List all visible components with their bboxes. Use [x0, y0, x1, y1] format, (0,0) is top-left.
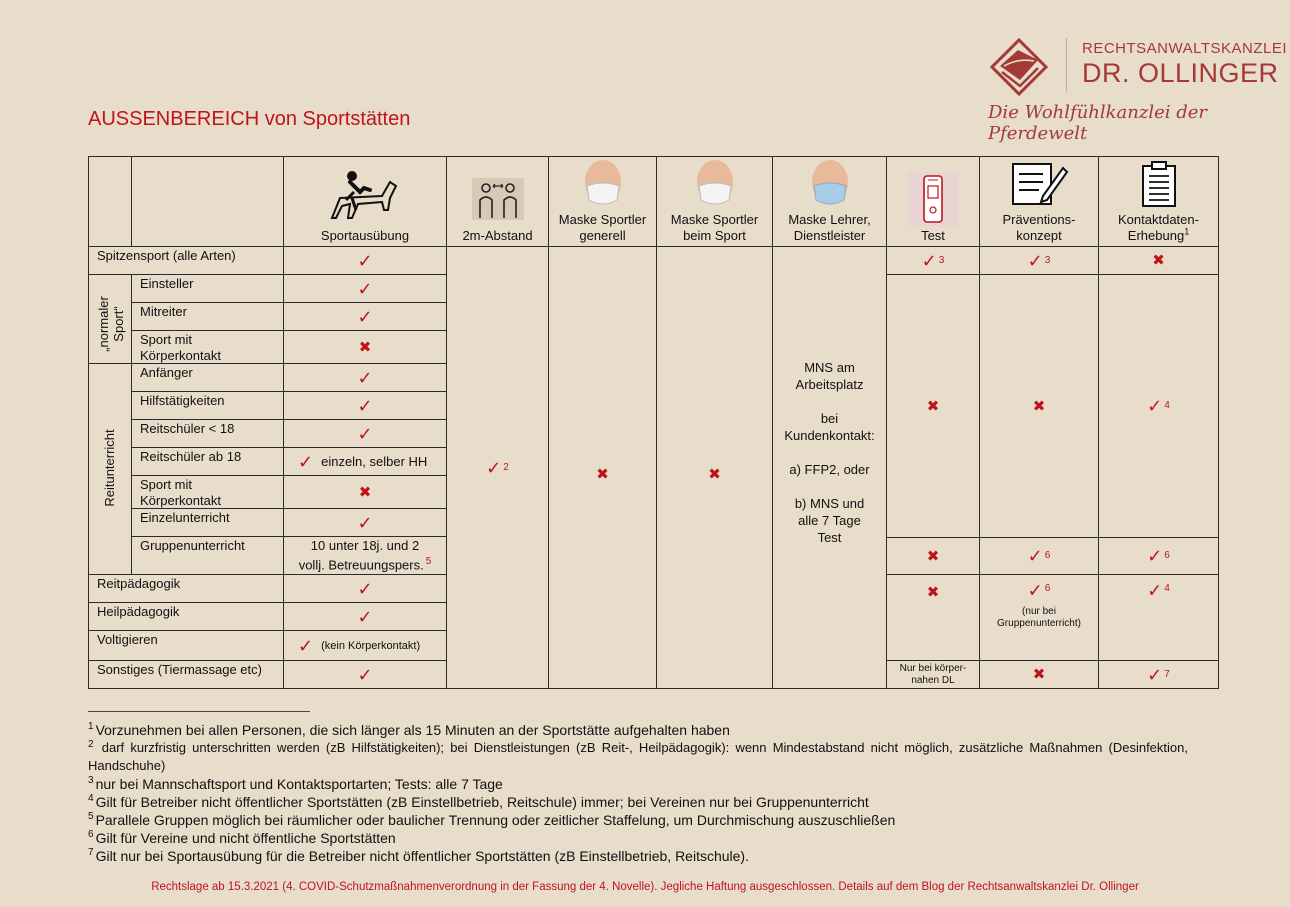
prevention-paedagogik: ✓ $^6$ (nur bei Gruppenunterricht)	[979, 574, 1099, 661]
face-mask-icon	[695, 160, 735, 208]
brand-tagline: Die Wohlfühlkanzlei der Pferdewelt	[988, 102, 1208, 144]
face-mask-icon	[583, 160, 623, 208]
mask-general-all	[548, 246, 657, 689]
group-label-normal-1: „normaler	[96, 296, 111, 352]
test-normal-riding	[886, 274, 980, 538]
cross-mark: ✖	[1032, 397, 1046, 415]
contact-sonstiges: ✓ 7	[1098, 660, 1219, 689]
footnotes	[88, 721, 1188, 865]
footnote-4: $^4$ Gilt für Betreiber nicht öffentlicher Sportstätten (zB Einstellbetrieb, Reitschule) immer; bei Vereinen nur bei Gruppenunterricht	[88, 793, 869, 810]
column-label-mask-general-2: generell	[579, 228, 626, 243]
row-label-sonstiges: Sonstiges (Tiermassage etc)	[88, 660, 284, 689]
row-label-hilfstaetigkeiten: Hilfstätigkeiten	[131, 391, 284, 420]
check-mark: ✓	[1147, 580, 1163, 601]
row-label-mitreiter: Mitreiter	[131, 302, 284, 331]
check-mark: ✓	[921, 250, 937, 271]
footnote-7: $^7$ Gilt nur bei Sportausübung für die Betreiber nicht öffentlicher Sportstätten (zB Einstellbetrieb, Reitschule).	[88, 847, 749, 864]
check-mark: ✓	[1027, 546, 1043, 566]
check-mark: ✓	[298, 635, 314, 656]
row-label-koerperkontakt-2: Sport mit Körperkontakt	[131, 475, 284, 509]
check-mark: ✓	[1147, 546, 1163, 566]
rules-table	[88, 156, 1219, 689]
check-mark: ✓	[357, 512, 373, 533]
column-label-distance: 2m-Abstand	[462, 228, 533, 243]
page-title: AUSSENBEREICH von Sportstätten	[88, 108, 411, 130]
column-label-prevention-1: Präventions-	[1002, 212, 1076, 227]
cross-mark: ✖	[358, 483, 372, 501]
column-label-contact-1: Kontaktdaten-	[1118, 212, 1199, 227]
row-label-einzelunterricht: Einzelunterricht	[131, 508, 284, 537]
check-mark: ✓	[357, 250, 373, 271]
column-header-sport	[283, 156, 447, 247]
brand-name: DR. OLLINGER	[1082, 58, 1279, 88]
test-gruppenunterricht	[886, 537, 980, 575]
row-label-anfaenger: Anfänger	[131, 363, 284, 392]
test-sonstiges: Nur bei körper- nahen DL	[886, 660, 980, 689]
check-mark: ✓	[298, 451, 314, 472]
header-empty-2	[131, 156, 284, 247]
row-label-koerperkontakt-1: Sport mit Körperkontakt	[131, 330, 284, 364]
column-header-test	[886, 156, 980, 247]
mask-sport-all	[656, 246, 773, 689]
row-label-reitpaedagogik: Reitpädagogik	[88, 574, 284, 603]
column-header-mask-teacher	[772, 156, 887, 247]
note-gruppe-1: 10 unter 18j. und 2	[310, 537, 420, 553]
group-label-normal-2: Sport“	[111, 306, 126, 342]
cross-mark: ✖	[1152, 252, 1165, 269]
sport-koerperkontakt-2	[283, 475, 447, 509]
column-label-prevention-2: konzept	[1016, 228, 1062, 243]
sport-sonstiges	[283, 660, 447, 689]
rider-horse-icon	[330, 168, 400, 224]
row-label-reitschueler-ab18: Reitschüler ab 18	[131, 447, 284, 476]
note-einzeln: einzeln, selber HH	[321, 453, 428, 469]
footnote-3: $^3$ nur bei Mannschaftsport und Kontaktsportarten; Tests: alle 7 Tage	[88, 775, 503, 792]
legal-notice: Rechtslage ab 15.3.2021 (4. COVID-Schutzmaßnahmenverordnung in der Fassung der 4. Novelle). Jegliche Haftung ausgeschlossen. Details auf dem Blog der Rechtsanwaltskanzlei Dr. Ollinger	[151, 881, 1139, 893]
cross-mark: ✖	[926, 584, 940, 601]
row-label-gruppenunterricht: Gruppenunterricht	[131, 536, 284, 575]
column-label-mask-general-1: Maske Sportler	[558, 212, 647, 227]
sport-hilfstaetigkeiten	[283, 391, 447, 420]
sport-reitschueler-ab18	[283, 447, 447, 476]
cross-mark: ✖	[358, 338, 372, 356]
check-mark: ✓	[357, 278, 373, 299]
contact-paedagogik: ✓ $^4$	[1098, 574, 1219, 661]
group-label-riding: Reitunterricht	[102, 429, 117, 507]
prevention-gruppenunterricht: ✓ 6	[979, 537, 1099, 575]
column-header-mask-sport	[656, 156, 773, 247]
contact-normal-riding: ✓ 4	[1098, 274, 1219, 538]
face-mask-blue-icon	[810, 160, 850, 208]
header-empty-1	[88, 156, 132, 247]
check-mark: ✓	[357, 578, 373, 599]
sport-spitzensport	[283, 246, 447, 275]
check-mark: ✓	[357, 395, 373, 416]
column-header-contact	[1098, 156, 1219, 247]
row-label-voltigieren: Voltigieren	[88, 630, 284, 661]
sport-einsteller	[283, 274, 447, 303]
sport-reitschueler-u18	[283, 419, 447, 448]
group-riding	[88, 363, 132, 575]
brand-top-line: RECHTSANWALTSKANZLEI	[1082, 40, 1288, 57]
cross-mark: ✖	[926, 397, 940, 415]
column-header-prevention	[979, 156, 1099, 247]
check-mark: ✓	[1147, 396, 1163, 416]
check-mark: ✓	[357, 664, 373, 685]
note-volti: (kein Körperkontakt)	[321, 639, 421, 652]
leaf-book-logo-icon	[988, 36, 1048, 96]
cross-mark: ✖	[926, 547, 940, 565]
column-header-mask-general	[548, 156, 657, 247]
contact-gruppenunterricht: ✓ 6	[1098, 537, 1219, 575]
sport-reitpaedagogik	[283, 574, 447, 603]
row-label-heilpaedagogik: Heilpädagogik	[88, 602, 284, 631]
row-label-spitzensport: Spitzensport (alle Arten)	[88, 246, 284, 275]
check-mark: ✓	[1027, 250, 1043, 271]
distance-people-icon	[472, 178, 524, 220]
cross-mark: ✖	[708, 466, 721, 483]
prevention-normal-riding	[979, 274, 1099, 538]
check-mark: ✓	[357, 367, 373, 388]
row-label-reitschueler-u18: Reitschüler < 18	[131, 419, 284, 448]
sport-heilpaedagogik	[283, 602, 447, 631]
sport-anfaenger	[283, 363, 447, 392]
footnote-2: $^2$ darf kurzfristig unterschritten werden (zB Hilfstätigkeiten); bei Dienstleistungen (zB Reit-, Heilpädagogik): wenn Mindestabstand nicht möglich, zusätzliche Maßnahmen (Desinfektion, Handschuhe)	[88, 738, 1188, 773]
mask-teacher-all: MNS am Arbeitsplatz bei Kundenkontakt: a) FFP2, oder b) MNS und alle 7 Tage Test	[772, 246, 887, 689]
footnote-6: $^6$ Gilt für Vereine und nicht öffentliche Sportstätten	[88, 829, 396, 846]
test-spitzensport: ✓ 3	[886, 246, 980, 275]
column-label-mask-sport-2: beim Sport	[683, 228, 746, 243]
check-mark: ✓	[1027, 580, 1043, 601]
contact-spitzensport	[1098, 246, 1219, 275]
sport-gruppenunterricht	[283, 536, 447, 575]
check-mark: ✓	[357, 423, 373, 444]
sport-einzelunterricht	[283, 508, 447, 537]
column-label-contact-2: Erhebung$^1$	[1127, 226, 1190, 243]
column-label-test: Test	[921, 228, 945, 243]
row-label-einsteller: Einsteller	[131, 274, 284, 303]
sport-koerperkontakt-1	[283, 330, 447, 364]
check-mark: ✓	[1147, 664, 1163, 685]
sport-mitreiter	[283, 302, 447, 331]
cross-mark: ✖	[1032, 666, 1046, 683]
checklist-pen-icon	[1009, 160, 1069, 208]
footnote-1: $^1$ Vorzunehmen bei allen Personen, die sich länger als 15 Minuten an der Sportstätte aufgehalten haben	[88, 721, 730, 738]
column-label-mask-sport-1: Maske Sportler	[670, 212, 759, 227]
note-gruppe-2: vollj. Betreuungspers. $^5$	[298, 555, 432, 573]
clipboard-icon	[1141, 160, 1177, 208]
footnote-5: $^5$ Parallele Gruppen möglich bei räumlicher oder baulicher Trennung oder zeitlicher Staffelung, um Durchmischung auszuschließen	[88, 811, 896, 828]
check-mark: ✓	[357, 606, 373, 627]
prevention-sonstiges	[979, 660, 1099, 689]
cross-mark: ✖	[596, 466, 609, 483]
column-label-mask-teacher-1: Maske Lehrer,	[788, 212, 871, 227]
sport-voltigieren	[283, 630, 447, 661]
column-label-mask-teacher-2: Dienstleister	[793, 228, 866, 243]
check-mark: ✓	[357, 306, 373, 327]
group-normal-sport	[88, 274, 132, 364]
distance-all: ✓ 2	[446, 246, 549, 689]
check-mark: ✓	[486, 457, 502, 478]
column-label-sport: Sportausübung	[320, 228, 410, 243]
test-kit-icon	[908, 172, 958, 226]
prevention-spitzensport: ✓ 3	[979, 246, 1099, 275]
footnote-rule	[88, 711, 310, 712]
column-header-distance	[446, 156, 549, 247]
test-paedagogik	[886, 574, 980, 661]
logo-divider	[1066, 38, 1067, 92]
